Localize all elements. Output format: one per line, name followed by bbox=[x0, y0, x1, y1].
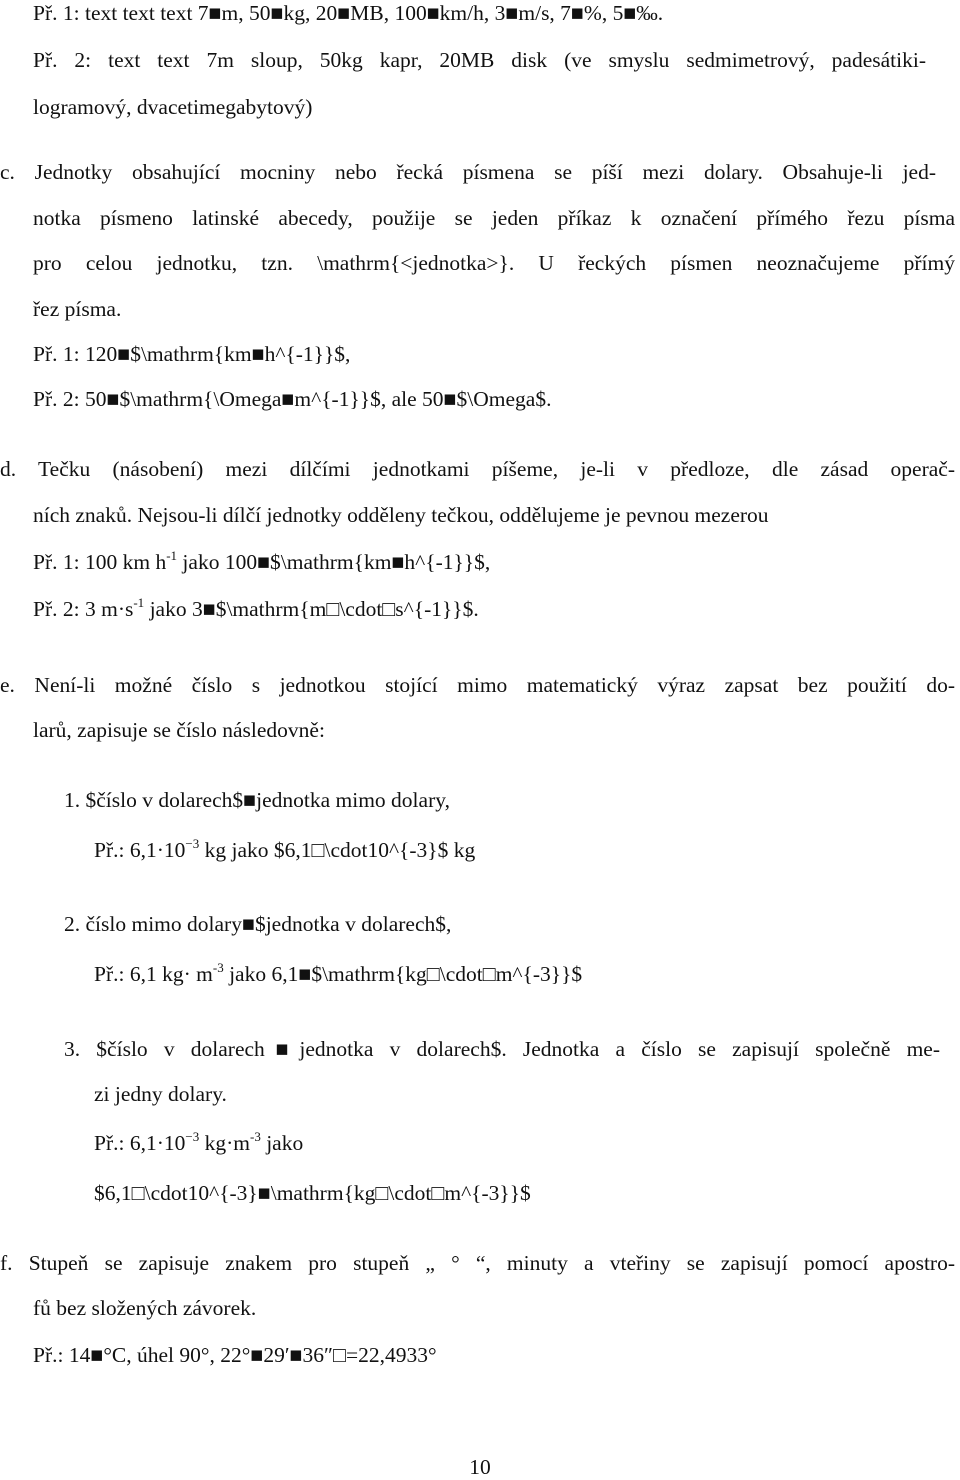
list-item-1: 1. $číslo v dolarech$■jednotka mimo dolary, bbox=[64, 788, 450, 812]
example-line: $6,1□\cdot10^{-3}■\mathrm{kg□\cdot□m^{-3}}$ bbox=[94, 1181, 531, 1205]
paragraph-f-line: fů bez složených závorek. bbox=[33, 1296, 257, 1320]
example-line: Př. 2: 3 $m\cdot s^{-1}$ jako 3■$\mathrm{m□\cdot□s^{-1}}$. bbox=[33, 595, 479, 621]
paragraph-c-line: notka písmeno latinské abecedy, použije se jeden příkaz k označení přímého řezu písma bbox=[33, 206, 955, 230]
paragraph-d-line: d. Tečku (násobení) mezi dílčími jednotkami píšeme, je-li v předloze, dle zásad operač- bbox=[0, 457, 955, 481]
page-number: 10 bbox=[469, 1455, 491, 1479]
paragraph-d-line: ních znaků. Nejsou-li dílčí jednotky odděleny tečkou, oddělujeme je pevnou mezerou bbox=[33, 503, 769, 527]
example-line: Př. 2: text text 7m sloup, 50kg kapr, 20MB disk (ve smyslu sedmimetrový, padesátiki- bbox=[33, 48, 926, 72]
paragraph-c-line: c. Jednotky obsahující mocniny nebo řecká písmena se píší mezi dolary. Obsahuje-li jed- bbox=[0, 160, 936, 184]
paragraph-f-line: f. Stupeň se zapisuje znakem pro stupeň „ ° “, minuty a vteřiny se zapisují pomocí apostro- bbox=[0, 1251, 955, 1275]
example-line: Př. 1: 120■$\mathrm{km■h^{-1}}$, bbox=[33, 342, 351, 366]
list-item-2: 2. číslo mimo dolary■$jednotka v dolarech$, bbox=[64, 912, 452, 936]
list-item-3-cont: zi jedny dolary. bbox=[94, 1082, 227, 1106]
paragraph-c-line: pro celou jednotku, tzn. \mathrm{<jednotka>}. U řeckých písmen neoznačujeme přímý bbox=[33, 251, 955, 275]
example-line: Př.: $6,1\cdot 10^{-3}$ $kg\cdot m^{-3}$ jako bbox=[94, 1129, 304, 1155]
paragraph-c-line: řez písma. bbox=[33, 297, 122, 321]
text-line: logramový, dvacetimegabytový) bbox=[33, 95, 313, 119]
example-line: Př.: 14■°C, úhel 90°, 22°■29′■36″□=22,4933° bbox=[33, 1343, 437, 1367]
example-line: Př. 1: 100 km $h^{-1}$ jako 100■$\mathrm{km■h^{-1}}$, bbox=[33, 548, 491, 574]
example-line: Př.: $6,1\cdot 10^{-3}$ kg jako $6,1□\cdot10^{-3}$ kg bbox=[94, 836, 476, 862]
list-item-3: 3. $číslo v dolarech■jednotka v dolarech$. Jednotka a číslo se zapisují společně me- bbox=[64, 1037, 940, 1061]
paragraph-e-line: e. Není-li možné číslo s jednotkou stojící mimo matematický výraz zapsat bez použití do- bbox=[0, 673, 955, 697]
example-line: Př. 1: text text text 7■m, 50■kg, 20■MB, 100■km/h, 3■m/s, 7■%, 5■‰. bbox=[33, 1, 664, 25]
example-line: Př. 2: 50■$\mathrm{\Omega■m^{-1}}$, ale 50■$\Omega$. bbox=[33, 387, 552, 411]
paragraph-e-line: larů, zapisuje se číslo následovně: bbox=[33, 718, 325, 742]
example-line: Př.: 6,1 $kg\cdot m^{-3}$ jako 6,1■$\mathrm{kg□\cdot□m^{-3}}$ bbox=[94, 960, 583, 986]
